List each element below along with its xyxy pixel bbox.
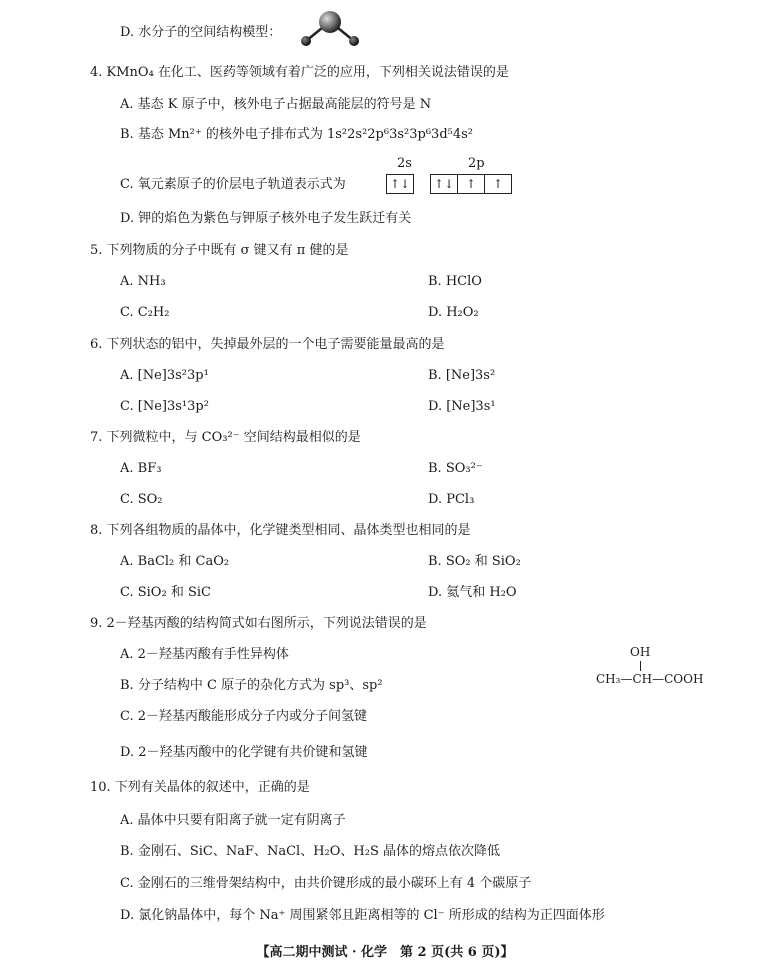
q10-option-a: A. 晶体中只要有阳离子就一定有阴离子 (120, 813, 346, 828)
q5-option-b: B. HClO (428, 274, 482, 289)
q10-stem: 10. 下列有关晶体的叙述中，正确的是 (90, 780, 310, 795)
q4-stem: 4. KMnO₄ 在化工、医药等领域有着广泛的应用，下列相关说法错误的是 (90, 65, 509, 80)
water-molecule-model-icon (298, 8, 368, 48)
orbital-box: ↑↓ (386, 174, 414, 194)
q8-option-d: D. 氦气和 H₂O (428, 585, 517, 600)
orbital-diagram-2p (430, 174, 512, 194)
orbital-diagram-2s (386, 174, 414, 194)
q7-option-d: D. PCl₃ (428, 492, 475, 507)
q9-option-b: B. 分子结构中 C 原子的杂化方式为 sp³、sp² (120, 678, 383, 693)
q9-option-a: A. 2－羟基丙酸有手性异构体 (120, 647, 289, 662)
q6-option-c: C. [Ne]3s¹3p² (120, 399, 209, 414)
q6-option-b: B. [Ne]3s² (428, 368, 496, 383)
orbital-box: ↑ (484, 174, 512, 194)
q8-option-a: A. BaCl₂ 和 CaO₂ (120, 554, 230, 569)
structure-bond-line (640, 661, 641, 671)
q8-stem: 8. 下列各组物质的晶体中，化学键类型相同、晶体类型也相同的是 (90, 523, 471, 538)
q3-option-d: D. 水分子的空间结构模型： (120, 25, 282, 40)
q10-option-c: C. 金刚石的三维骨架结构中，由共价键形成的最小碳环上有 4 个碳原子 (120, 876, 532, 891)
q4-option-c: C. 氧元素原子的价层电子轨道表示式为 (120, 177, 346, 192)
q9-option-d: D. 2－羟基丙酸中的化学键有共价键和氢键 (120, 745, 368, 760)
q10-option-d: D. 氯化钠晶体中，每个 Na⁺ 周围紧邻且距离相等的 Cl⁻ 所形成的结构为正四面体形 (120, 908, 605, 923)
q8-option-c: C. SiO₂ 和 SiC (120, 585, 211, 600)
q6-option-a: A. [Ne]3s²3p¹ (120, 368, 209, 383)
q5-option-c: C. C₂H₂ (120, 305, 170, 320)
q8-option-b: B. SO₂ 和 SiO₂ (428, 554, 521, 569)
q6-stem: 6. 下列状态的铝中，失掉最外层的一个电子需要能量最高的是 (90, 337, 445, 352)
q9-stem: 9. 2－羟基丙酸的结构简式如右图所示，下列说法错误的是 (90, 616, 427, 631)
page-footer: 【高二期中测试 · 化学 第 2 页(共 6 页)】 (256, 945, 514, 960)
q5-option-d: D. H₂O₂ (428, 305, 479, 320)
q7-option-b: B. SO₃²⁻ (428, 461, 483, 476)
q4-option-b: B. 基态 Mn²⁺ 的核外电子排布式为 1s²2s²2p⁶3s²3p⁶3d⁵4s² (120, 127, 473, 142)
structure-formula: CH₃—CH—COOH (596, 672, 704, 686)
q10-option-b: B. 金刚石、SiC、NaF、NaCl、H₂O、H₂S 晶体的熔点依次降低 (120, 844, 500, 859)
orbital-box: ↑↓ (430, 174, 457, 194)
orbital-box: ↑ (457, 174, 484, 194)
orbital-label-2p: 2p (468, 156, 485, 171)
orbital-label-2s: 2s (397, 156, 412, 171)
structure-oh-label: OH (630, 645, 651, 659)
q5-option-a: A. NH₃ (120, 274, 166, 289)
q7-option-a: A. BF₃ (120, 461, 162, 476)
q5-stem: 5. 下列物质的分子中既有 σ 键又有 π 健的是 (90, 243, 349, 258)
q7-option-c: C. SO₂ (120, 492, 163, 507)
q6-option-d: D. [Ne]3s¹ (428, 399, 496, 414)
q4-option-d: D. 钾的焰色为紫色与钾原子核外电子发生跃迁有关 (120, 211, 412, 226)
q7-stem: 7. 下列微粒中，与 CO₃²⁻ 空间结构最相似的是 (90, 430, 361, 445)
q9-option-c: C. 2－羟基丙酸能形成分子内或分子间氢键 (120, 709, 368, 724)
q4-option-a: A. 基态 K 原子中，核外电子占据最高能层的符号是 N (120, 97, 432, 112)
